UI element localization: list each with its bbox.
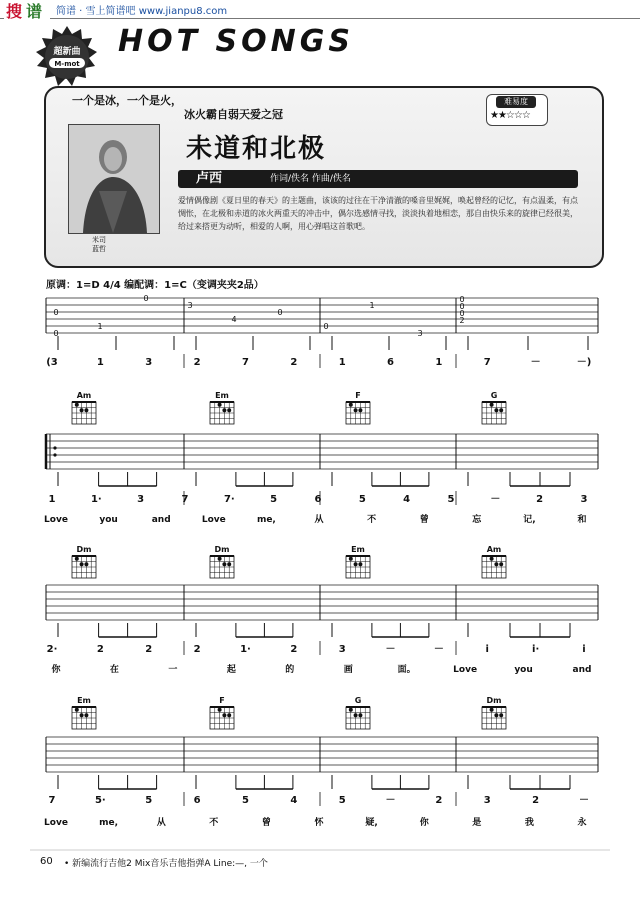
tab-fret-number: 0 <box>143 294 149 303</box>
chord-name: F <box>219 696 225 705</box>
chord-finger-dot <box>227 713 231 717</box>
jianpu-note: i· <box>532 644 540 655</box>
tab-fret-number: 4 <box>231 315 237 324</box>
lyric-word: you <box>99 515 118 525</box>
lyric-word: 不 <box>209 818 219 828</box>
lyric-word: 疑, <box>365 818 378 828</box>
jianpu-note: 4 <box>290 795 298 806</box>
hot-songs-title: HOT SONGS <box>118 24 354 59</box>
chord-finger-dot <box>358 408 362 412</box>
lyric-word: 怀 <box>314 818 324 828</box>
jianpu-note: 6 <box>314 494 322 505</box>
song-description: 爱情偶像剧《夏日里的春天》的主题曲，该该的过往在干净清澈的嗓音里娓娓，唤起曾经的记忆，有点温柔，有点惆怅，在北极和赤道的冰火两重天的冲击中，偶尔选感情寻找，淡淡执着地相恋，那自由快乐来的旋律已经很美，给过来搭更为动听，相爱的人啊，用心弹唱这首歌吧。 <box>178 196 578 231</box>
jianpu-note: 3 <box>145 357 153 368</box>
footer-text: • 新编流行吉他2 Mix音乐吉他指弹A Line:—, 一个 <box>64 859 268 869</box>
chord-name: Em <box>351 545 365 554</box>
jianpu-note: 5 <box>270 494 278 505</box>
jianpu-note: 3 <box>483 795 491 806</box>
tagline-1: 一个是冰，一个是火， <box>72 94 182 107</box>
jianpu-note: －) <box>576 357 592 368</box>
jianpu-note: 5 <box>358 494 366 505</box>
page-number: 60 <box>40 856 53 867</box>
lyric-word: Love <box>453 665 478 675</box>
chord-finger-dot <box>358 562 362 566</box>
tab-fret-number: 0 <box>459 309 465 318</box>
jianpu-note: 1 <box>338 357 346 368</box>
jianpu-note: 7 <box>483 357 491 368</box>
difficulty-label: 难易度 <box>496 96 536 108</box>
jianpu-note: 4 <box>403 494 411 505</box>
lyric-word: 在 <box>109 665 119 675</box>
jianpu-note: 7· <box>223 494 235 505</box>
jianpu-note: 5 <box>145 795 153 806</box>
lyric-word: 一 <box>168 665 178 675</box>
lyric-word: 画 <box>343 665 353 675</box>
jianpu-note: 5 <box>241 795 249 806</box>
jianpu-note: 3 <box>580 494 588 505</box>
chord-name: Dm <box>76 545 92 554</box>
lyric-word: 我 <box>524 818 534 828</box>
chord-finger-dot <box>499 713 503 717</box>
jianpu-note: 2 <box>435 795 443 806</box>
tab-fret-number: 0 <box>323 322 329 331</box>
tab-fret-number: 3 <box>187 301 193 310</box>
chord-name: Dm <box>486 696 502 705</box>
jianpu-note: － <box>385 644 396 655</box>
chord-finger-dot <box>84 713 88 717</box>
tab-fret-number: 0 <box>53 329 59 338</box>
chord-name: Em <box>77 696 91 705</box>
song-title: 未道和北极 <box>186 134 327 164</box>
chord-name: Am <box>486 545 502 554</box>
chord-finger-dot <box>490 403 494 407</box>
lyric-word: 是 <box>472 818 482 828</box>
jianpu-note: 3 <box>338 644 346 655</box>
lyric-word: and <box>572 665 592 675</box>
chord-finger-dot <box>222 713 226 717</box>
chord-name: Em <box>215 391 229 400</box>
chord-finger-dot <box>494 562 498 566</box>
jianpu-note: i <box>485 644 489 655</box>
photo-caption-line-1: 米司 <box>92 236 106 244</box>
lyric-word: 记, <box>523 515 536 525</box>
chord-finger-dot <box>75 557 79 561</box>
jianpu-note: 1· <box>240 644 251 655</box>
chord-finger-dot <box>354 713 358 717</box>
chord-finger-dot <box>349 557 353 561</box>
jianpu-note: 6 <box>193 795 201 806</box>
chord-name: G <box>490 391 498 400</box>
jianpu-note: 2 <box>193 644 201 655</box>
chord-finger-dot <box>499 562 503 566</box>
chord-finger-dot <box>84 562 88 566</box>
chord-finger-dot <box>222 408 226 412</box>
lyric-word: 曾 <box>419 515 429 525</box>
chord-finger-dot <box>80 713 84 717</box>
chord-finger-dot <box>75 403 79 407</box>
chord-finger-dot <box>218 557 222 561</box>
jianpu-note: 3 <box>137 494 145 505</box>
song-credits: 作词/佚名 作曲/佚名 <box>270 174 351 184</box>
lyric-word: 从 <box>314 515 324 525</box>
chord-name: F <box>355 391 361 400</box>
jianpu-note: 1 <box>96 357 104 368</box>
lyric-word: 和 <box>577 515 587 525</box>
chord-finger-dot <box>494 408 498 412</box>
jianpu-note: 2· <box>46 644 58 655</box>
jianpu-note: 1· <box>90 494 102 505</box>
chord-name: G <box>354 696 362 705</box>
jianpu-note: i <box>582 644 586 655</box>
jianpu-note: 7 <box>181 494 189 505</box>
lyric-word: me, <box>99 818 119 828</box>
tab-fret-number: 1 <box>97 322 103 331</box>
chord-finger-dot <box>218 708 222 712</box>
lyric-word: 从 <box>156 818 166 828</box>
chord-finger-dot <box>349 708 353 712</box>
jianpu-note: 1 <box>48 494 56 505</box>
jianpu-note: (3 <box>46 357 58 368</box>
chord-finger-dot <box>494 713 498 717</box>
tab-fret-number: 0 <box>277 308 283 317</box>
jianpu-note: 6 <box>387 357 395 368</box>
site-banner-text[interactable]: 简谱 · 雪上简谱吧 www.jianpu8.com <box>56 6 228 17</box>
lyric-word: you <box>514 665 533 675</box>
lyric-word: Love <box>44 818 68 828</box>
tab-fret-number: 2 <box>459 316 465 325</box>
lyric-word: 忘 <box>472 515 482 525</box>
lyric-word: 你 <box>51 665 61 675</box>
jianpu-note: 2 <box>96 644 104 655</box>
jianpu-note: － <box>385 795 396 806</box>
chord-finger-dot <box>75 708 79 712</box>
lyric-word: 起 <box>226 665 236 675</box>
chord-finger-dot <box>349 403 353 407</box>
chord-finger-dot <box>354 408 358 412</box>
svg-text:谱: 谱 <box>26 2 43 21</box>
chord-finger-dot <box>490 557 494 561</box>
chord-name: Am <box>76 391 92 400</box>
lyric-word: 永 <box>577 818 587 828</box>
tab-fret-number: 0 <box>53 308 59 317</box>
jianpu-note: － <box>530 357 541 368</box>
chord-finger-dot <box>499 408 503 412</box>
repeat-dot <box>53 453 56 456</box>
jianpu-note: 2 <box>290 644 298 655</box>
tab-fret-number: 0 <box>459 302 465 311</box>
jianpu-note: － <box>490 494 501 505</box>
lyric-word: Love <box>44 515 68 525</box>
jianpu-note: 2 <box>290 357 298 368</box>
chord-finger-dot <box>80 562 84 566</box>
chord-name: Dm <box>214 545 230 554</box>
jianpu-note: 2 <box>145 644 153 655</box>
jianpu-note: － <box>433 644 444 655</box>
tagline-2: 冰火霸自弱天爱之冠 <box>184 108 283 121</box>
chord-finger-dot <box>354 562 358 566</box>
jianpu-note: 2 <box>193 357 201 368</box>
jianpu-note: 5 <box>447 494 455 505</box>
jianpu-note: 2 <box>536 494 544 505</box>
chord-finger-dot <box>227 408 231 412</box>
lyric-word: me, <box>256 515 276 525</box>
jianpu-note: 2 <box>532 795 540 806</box>
chord-finger-dot <box>218 403 222 407</box>
chord-finger-dot <box>358 713 362 717</box>
badge-label-bottom: M-mot <box>54 60 80 68</box>
lyric-word: 曾 <box>261 818 271 828</box>
chord-finger-dot <box>222 562 226 566</box>
lyric-word: and <box>151 515 171 525</box>
badge-label-top: 超新曲 <box>53 47 81 57</box>
chord-finger-dot <box>84 408 88 412</box>
singer-name: 卢西 <box>196 171 223 186</box>
jianpu-note: 7 <box>241 357 249 368</box>
lyric-word: 的 <box>285 665 295 675</box>
svg-text:搜: 搜 <box>6 2 23 21</box>
photo-caption-line-2: 蓝哲 <box>92 245 106 253</box>
tab-fret-number: 1 <box>369 301 375 310</box>
jianpu-note: 5· <box>94 795 106 806</box>
difficulty-stars: ★★☆☆☆ <box>490 110 530 121</box>
chord-finger-dot <box>80 408 84 412</box>
jianpu-note: 7 <box>48 795 56 806</box>
jianpu-note: － <box>579 795 589 806</box>
chord-finger-dot <box>490 708 494 712</box>
lyric-word: 不 <box>367 515 377 525</box>
tab-fret-number: 3 <box>417 329 423 338</box>
tab-fret-number: 0 <box>459 295 465 304</box>
lyric-word: Love <box>201 515 226 525</box>
key-signature: 原调：1=D 4/4 编配调：1=C（变调夹夹2品） <box>46 280 264 291</box>
repeat-dot <box>53 446 56 449</box>
lyric-word: 面。 <box>397 665 416 675</box>
lyric-word: 你 <box>419 818 429 828</box>
chord-finger-dot <box>227 562 231 566</box>
jianpu-note: 1 <box>435 357 443 368</box>
jianpu-note: 5 <box>338 795 346 806</box>
